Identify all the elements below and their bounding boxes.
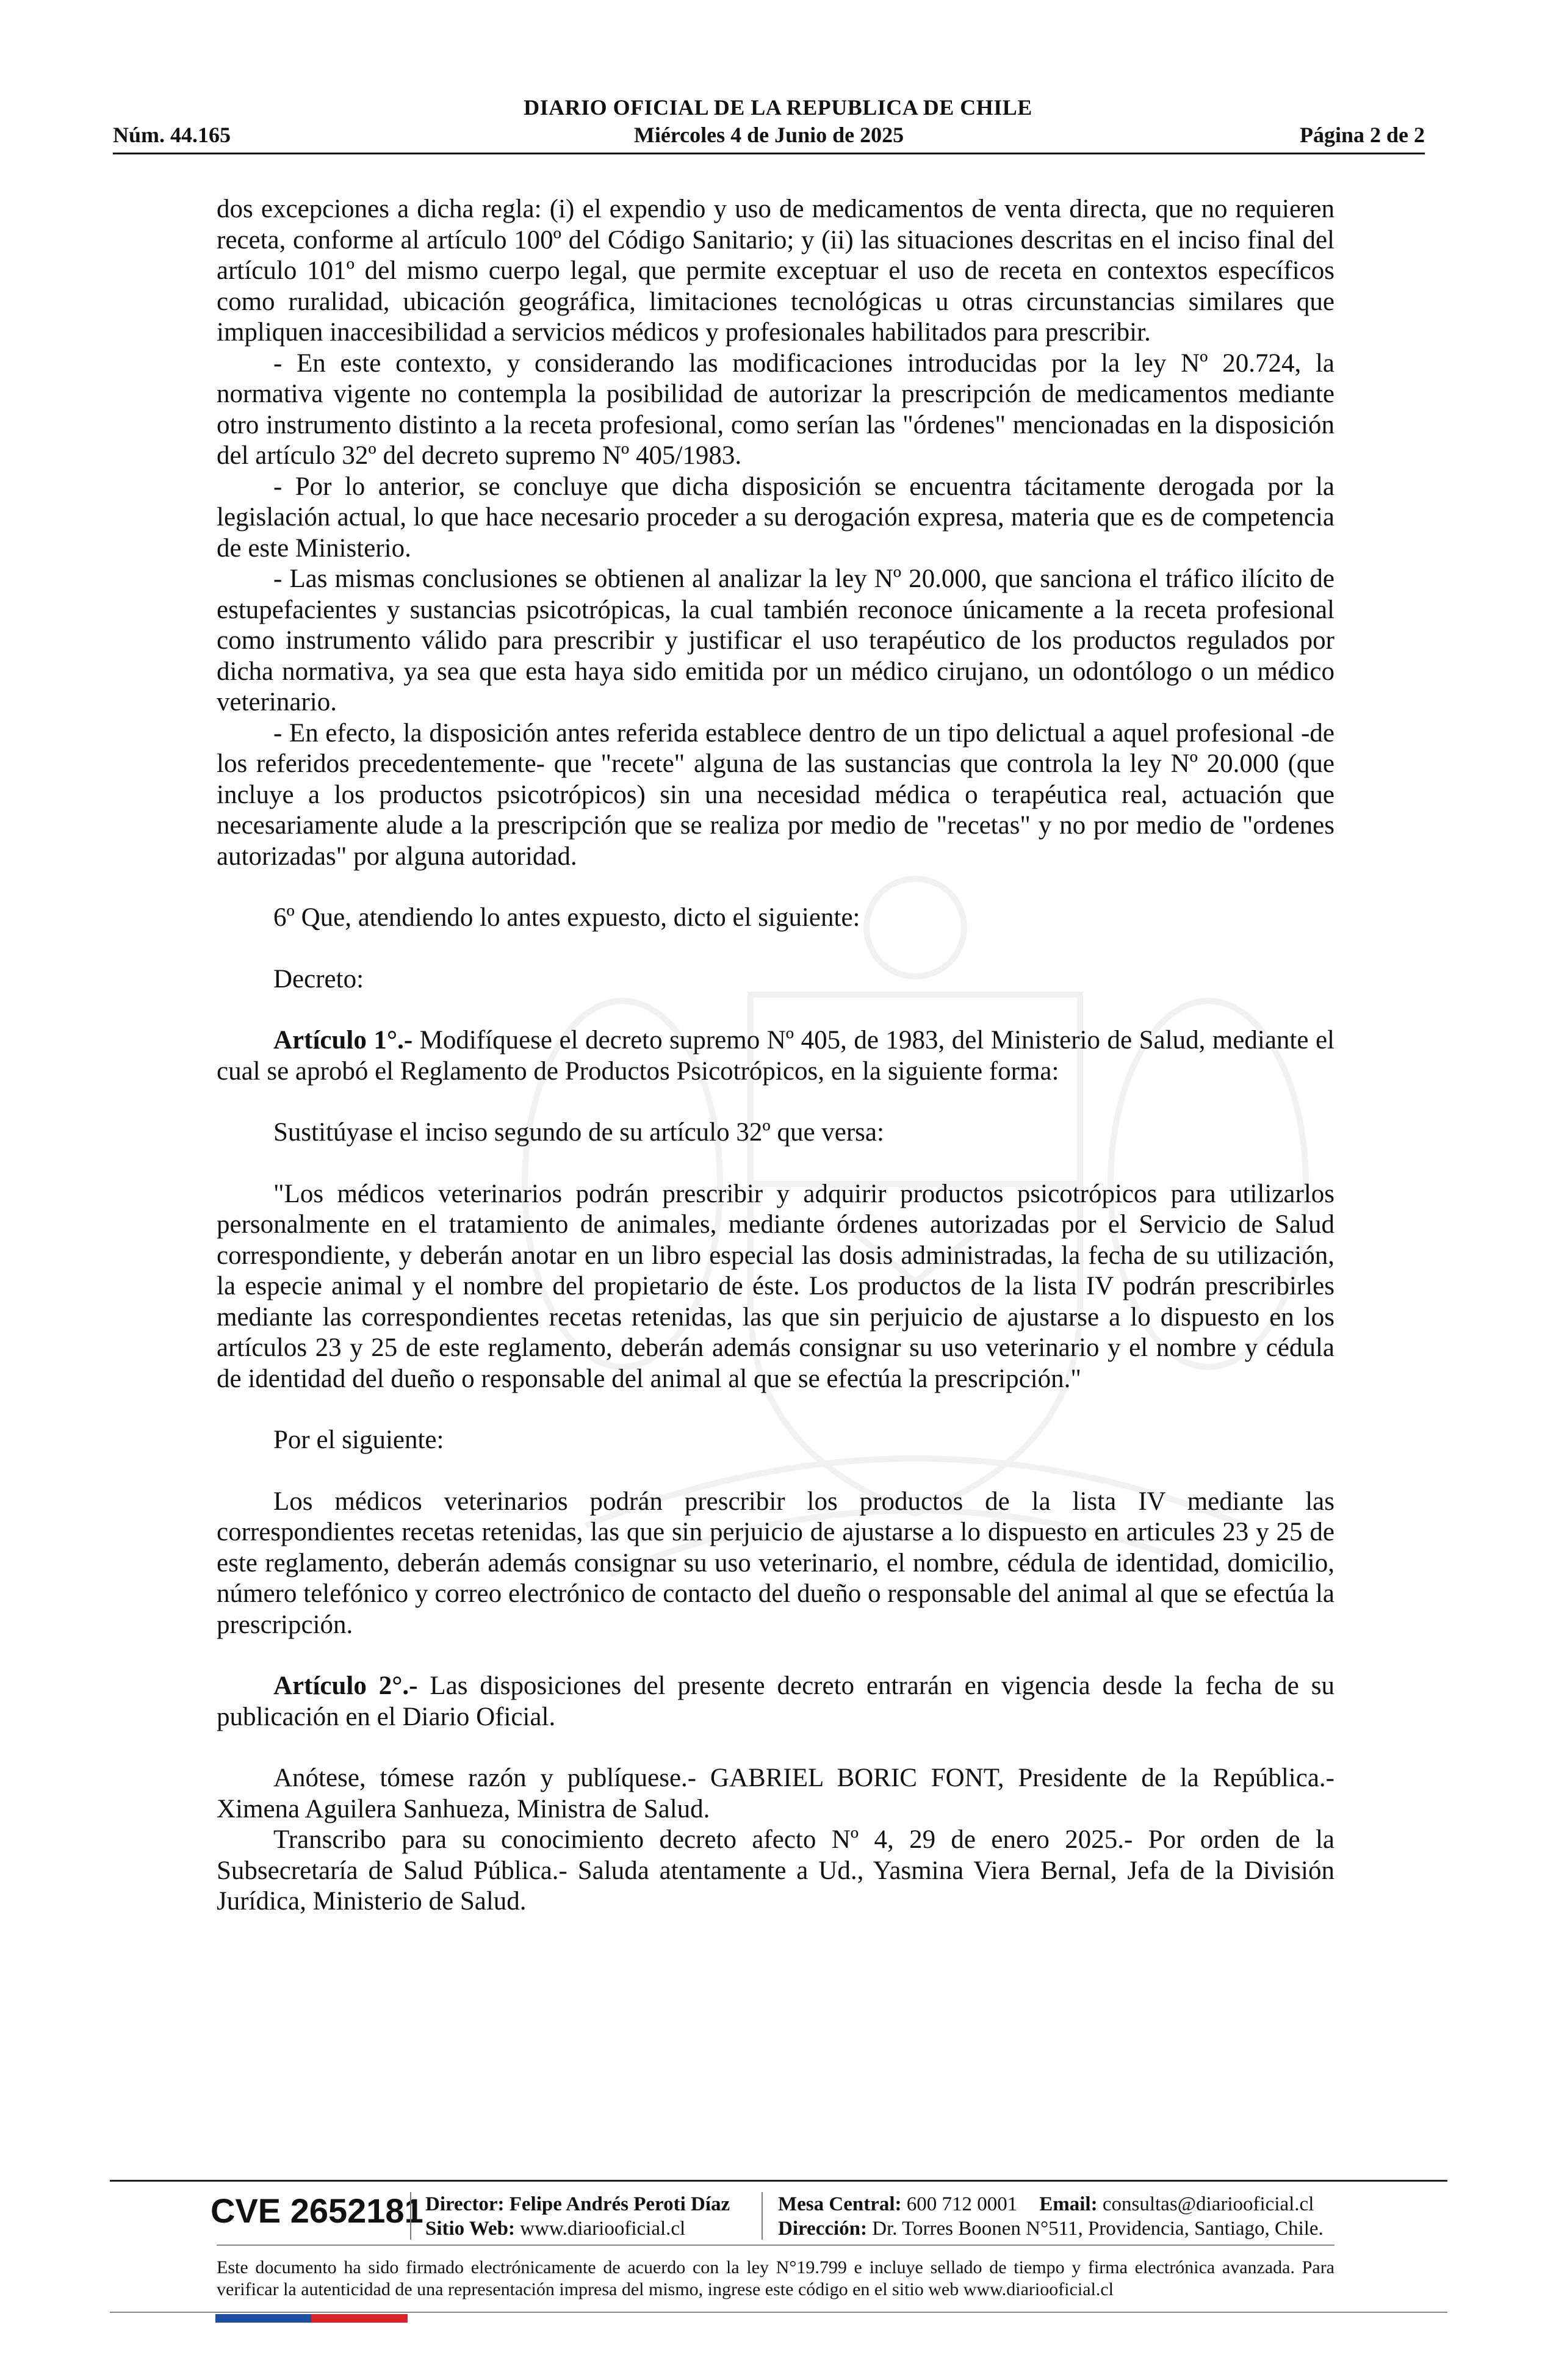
issue-number: Núm. 44.165 xyxy=(113,123,231,147)
article-2 xyxy=(217,1671,1334,1733)
issue-date: Miércoles 4 de Junio de 2025 xyxy=(633,123,904,147)
footer-director-block xyxy=(425,2192,730,2241)
cve-code: CVE 2652181 xyxy=(211,2191,423,2230)
header-divider xyxy=(113,153,1425,154)
footer-divider-mid xyxy=(217,2245,1334,2246)
paragraph: - En efecto, la disposición antes referida establece dentro de un tipo delictual a aquel profesional -de los referidos precedentemente- que "recete" alguna de las sustancias que controla la ley Nº 20.000 (que incluye a los productos psicotrópicos) sin una necesidad médica o terapéutica real, actuación que necesariamente alude a la prescripción que se realiza por medio de "recetas" y no por medio de "ordenes autorizadas" por alguna autoridad. xyxy=(217,718,1334,871)
address-label: Dirección: xyxy=(778,2218,868,2240)
flag-stripe-blue xyxy=(215,2314,311,2323)
paragraph: Sustitúyase el inciso segundo de su artículo 32º que versa: xyxy=(273,1118,884,1147)
article-2-label: Artículo 2°.- xyxy=(273,1671,418,1700)
paragraph: dos excepciones a dicha regla: (i) el expendio y uso de medicamentos de venta directa, que no requieren receta, conforme al artículo 100º del Código Sanitario; y (ii) las situaciones descritas en el inciso final del artículo 101º del mismo cuerpo legal, que permite exceptuar el uso de receta en contextos específicos como ruralidad, ubicación geográfica, limitaciones tecnológicas u otras circunstancias similares que impliquen inaccesibilidad a servicios médicos y profesionales habilitados para prescribir. xyxy=(217,195,1334,347)
article-1-label: Artículo 1°.- xyxy=(273,1026,413,1055)
newspaper-title: DIARIO OFICIAL DE LA REPUBLICA DE CHILE xyxy=(524,95,1032,120)
flag-stripe-red xyxy=(311,2314,408,2323)
director-name: Felipe Andrés Peroti Díaz xyxy=(509,2193,730,2215)
replacement-text: Los médicos veterinarios podrán prescribir los productos de la lista IV mediante las correspondientes recetas retenidas, las que sin perjuicio de ajustarse a lo dispuesto en articules 23 y 25 de este reglamento, deberán además consignar su uso veterinario, el nombre, cédula de identidad, domicilio, número telefónico y correo electrónico de contacto del dueño o responsable del animal al que se efectúa la prescripción. xyxy=(217,1487,1334,1639)
phone-number: 600 712 0001 xyxy=(906,2193,1018,2215)
footer-divider-bottom xyxy=(110,2312,1447,2313)
decree-heading: Decreto: xyxy=(273,964,364,993)
director-label: Director: xyxy=(425,2193,505,2215)
paragraph: - Por lo anterior, se concluye que dicha disposición se encuentra tácitamente derogada por la legislación actual, lo que hace necesario proceder a su derogación expresa, materia que es de competencia de este Ministerio. xyxy=(217,472,1334,563)
paragraph: 6º Que, atendiendo lo antes expuesto, dicto el siguiente: xyxy=(273,903,860,932)
article-1 xyxy=(217,1025,1334,1087)
document-body xyxy=(217,194,1334,1917)
website-label: Sitio Web: xyxy=(425,2218,516,2240)
phone-label: Mesa Central: xyxy=(778,2193,902,2215)
quoted-original-text: "Los médicos veterinarios podrán prescribir y adquirir productos psicotrópicos para utilizarlos personalmente en el tratamiento de animales, mediante órdenes autorizadas por el Servicio de Salud correspondiente, y deberán anotar en un libro especial las dosis administradas, la fecha de su utilización, la especie animal y el nombre del propietario de éste. Los productos de la lista IV podrán prescribirles mediante las correspondientes recetas retenidas, las que sin perjuicio de ajustarse a lo dispuesto en los artículos 23 y 25 de este reglamento, deberán además consignar su uso veterinario y el nombre y cédula de identidad del dueño o responsable del animal al que se efectúa la prescripción." xyxy=(217,1179,1334,1393)
flag-stripe xyxy=(215,2314,408,2323)
signatures: Anótese, tómese razón y publíquese.- GABRIEL BORIC FONT, Presidente de la República.- Ximena Aguilera Sanhueza, Ministra de Salud. xyxy=(217,1764,1334,1823)
website-link[interactable]: www.diariooficial.cl xyxy=(520,2218,686,2240)
article-1-text: Modifíquese el decreto supremo Nº 405, de 1983, del Ministerio de Salud, mediante el cual se aprobó el Reglamento de Productos Psicotrópicos, en la siguiente forma: xyxy=(217,1026,1334,1086)
footer-contact-block xyxy=(778,2192,1324,2241)
page-number: Página 2 de 2 xyxy=(1299,123,1425,147)
email-label: Email: xyxy=(1039,2193,1098,2215)
paragraph: - Las mismas conclusiones se obtienen al analizar la ley Nº 20.000, que sanciona el tráfico ilícito de estupefacientes y sustancias psicotrópicas, la cual también reconoce únicamente a la receta profesional como instrumento válido para prescribir y justificar el uso terapéutico de los productos regulados por dicha normativa, ya sea que esta haya sido emitida por un médico cirujano, un odontólogo o un médico veterinario. xyxy=(217,564,1334,716)
article-2-text: Las disposiciones del presente decreto entrarán en vigencia desde la fecha de su publicación en el Diario Oficial. xyxy=(217,1671,1334,1731)
footer-separator xyxy=(410,2192,411,2240)
email-link[interactable]: consultas@diariooficial.cl xyxy=(1102,2193,1314,2215)
footer-divider-top xyxy=(110,2180,1447,2182)
address-value: Dr. Torres Boonen N°511, Providencia, Santiago, Chile. xyxy=(872,2218,1324,2240)
paragraph: Por el siguiente: xyxy=(273,1426,444,1454)
transcription-note: Transcribo para su conocimiento decreto afecto Nº 4, 29 de enero 2025.- Por orden de la Subsecretaría de Salud Pública.- Saluda atentamente a Ud., Yasmina Viera Bernal, Jefa de la División Jurídica, Ministerio de Salud. xyxy=(217,1825,1334,1916)
paragraph: - En este contexto, y considerando las modificaciones introducidas por la ley Nº 20.724, la normativa vigente no contempla la posibilidad de autorizar la prescripción de medicamentos mediante otro instrumento distinto a la receta profesional, como serían las "órdenes" mencionadas en la disposición del artículo 32º del decreto supremo Nº 405/1983. xyxy=(217,348,1334,470)
electronic-signature-notice: Este documento ha sido firmado electrónicamente de acuerdo con la ley N°19.799 e incluye sellado de tiempo y firma electrónica avanzada. Para verificar la autenticidad de una representación impresa del mismo, ingrese este código en el sitio web www.diariooficial.cl xyxy=(217,2257,1334,2299)
footer-separator xyxy=(762,2192,763,2240)
